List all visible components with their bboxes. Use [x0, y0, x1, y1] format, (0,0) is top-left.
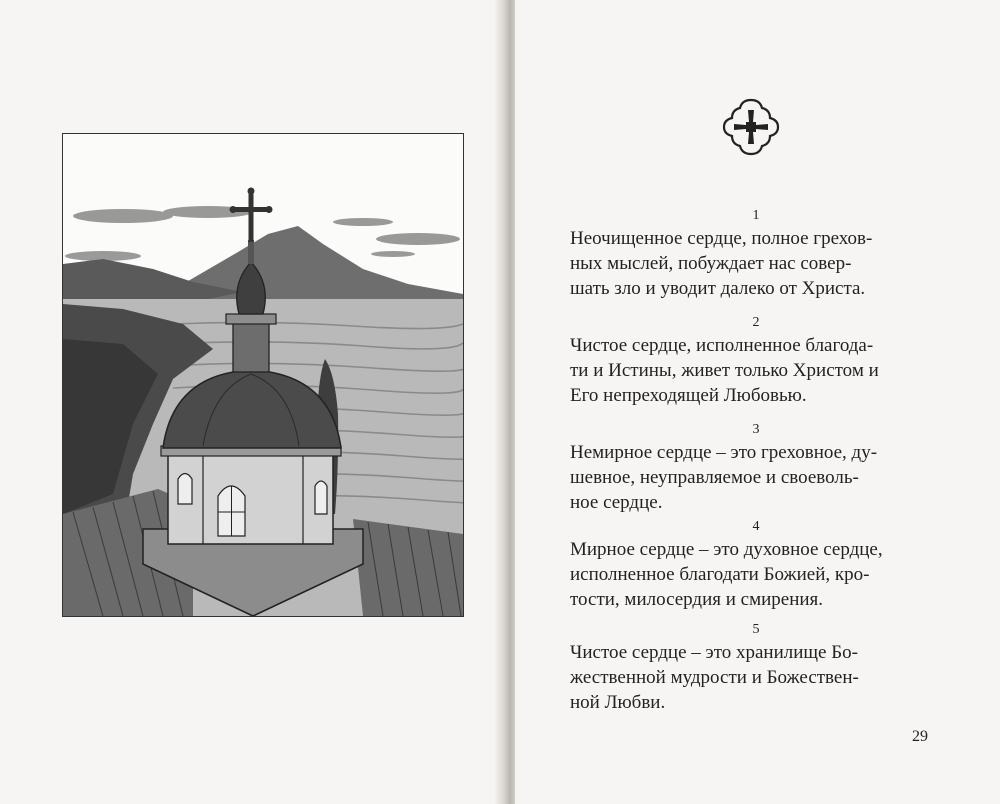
entry-number: 2 [752, 315, 760, 330]
page-number: 29 [912, 728, 928, 745]
text-line: Неочищенное сердце, полное грехов- [570, 228, 873, 249]
entry-3 [570, 420, 942, 515]
text-line: Немирное сердце – это греховное, ду- [570, 442, 878, 463]
text-line: исполненное благодати Божией, кро- [570, 564, 870, 585]
entry-number: 5 [752, 622, 760, 637]
text-line: Чистое сердце, исполненное благода- [570, 335, 874, 356]
church-illustration [62, 133, 464, 617]
entry-5 [570, 620, 942, 715]
entry-1 [570, 206, 942, 301]
cross-ornament-icon [722, 98, 780, 156]
entry-number: 3 [752, 422, 760, 437]
text-line: ное сердце. [570, 492, 663, 513]
text-line: шать зло и уводит далеко от Христа. [570, 278, 866, 299]
text-line: жественной мудрости и Божествен- [570, 667, 859, 688]
text-line: тости, милосердия и смирения. [570, 589, 824, 610]
text-line: Его непреходящей Любовью. [570, 385, 807, 406]
entry-number: 4 [752, 519, 760, 534]
text-line: Чистое сердце – это хранилище Бо- [570, 642, 858, 663]
text-line: шевное, неуправляемое и своеволь- [570, 467, 859, 488]
text-line: Мирное сердце – это духовное сердце, [570, 539, 883, 560]
entry-2 [570, 313, 942, 408]
entry-number: 1 [752, 208, 760, 223]
text-line: ти и Истины, живет только Христом и [570, 360, 879, 381]
text-line: ных мыслей, побуждает нас совер- [570, 253, 852, 274]
entry-4 [570, 517, 942, 612]
text-line: ной Любви. [570, 692, 666, 713]
